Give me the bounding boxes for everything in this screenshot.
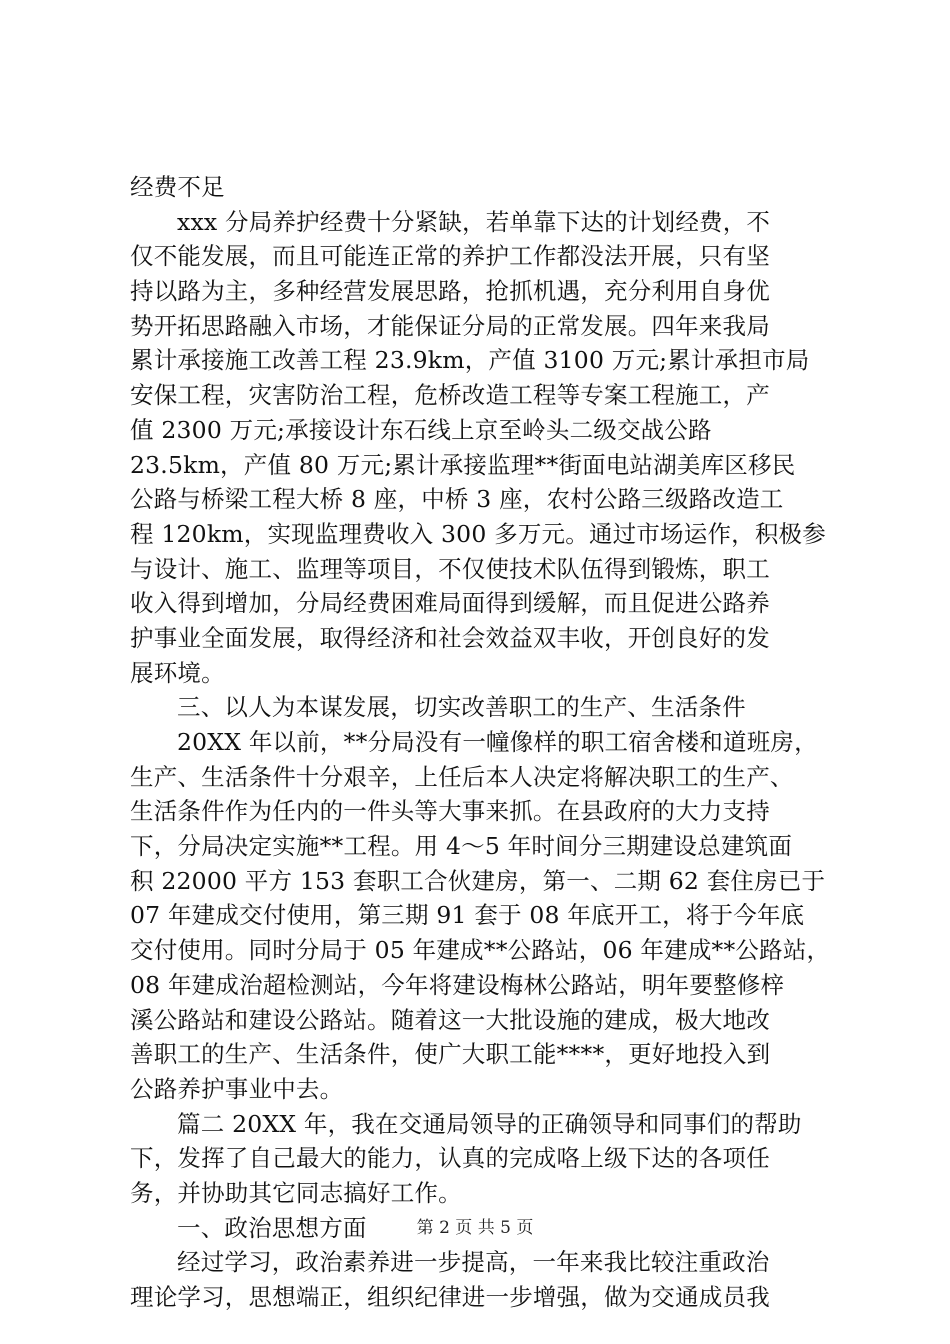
text-line: 值 2300 万元;承接设计东石线上京至岭头二级交战公路 bbox=[130, 415, 712, 444]
text-line: 交付使用。同时分局于 05 年建成**公路站，06 年建成**公路站， bbox=[130, 936, 831, 965]
text-line: 理论学习，思想端正，组织纪律进一步增强，做为交通成员我 bbox=[130, 1283, 770, 1311]
text-line: 积 22000 平方 153 套职工合伙建房，第一、二期 62 套住房已于 bbox=[130, 866, 826, 895]
text-line: 程 120km，实现监理费收入 300 多万元。通过市场运作，积极参 bbox=[130, 519, 826, 548]
text-line: 20XX 年以前，**分局没有一幢像样的职工宿舍楼和道班房， bbox=[177, 728, 818, 756]
text-line: 08 年建成治超检测站，今年将建设梅林公路站，明年要整修梓 bbox=[130, 970, 785, 999]
text-line: 务，并协助其它同志搞好工作。 bbox=[130, 1178, 462, 1207]
text-line: xxx 分局养护经费十分紧缺，若单靠下达的计划经费，不 bbox=[177, 207, 771, 236]
text-line: 经过学习，政治素养进一步提高，一年来我比较注重政治 bbox=[177, 1248, 770, 1277]
text-line: 生活条件作为任内的一件头等大事来抓。在县政府的大力支持 bbox=[130, 797, 770, 826]
text-line: 溪公路站和建设公路站。随着这一大批设施的建成，极大地改 bbox=[130, 1005, 770, 1034]
text-line: 持以路为主，多种经营发展思路，抢抓机遇，充分利用自身优 bbox=[130, 277, 770, 306]
text-line: 经费不足 bbox=[130, 173, 225, 201]
document-body bbox=[130, 170, 830, 1315]
text-line: 展环境。 bbox=[130, 658, 225, 687]
text-line: 篇二 20XX 年，我在交通局领导的正确领导和同事们的帮助 bbox=[177, 1109, 802, 1138]
text-line: 收入得到增加，分局经费困难局面得到缓解，而且促进公路养 bbox=[130, 589, 770, 618]
text-line: 善职工的生产、生活条件，使广大职工能****，更好地投入到 bbox=[130, 1040, 771, 1069]
page-number: 第 2 页 共 5 页 bbox=[416, 1218, 534, 1238]
text-line: 护事业全面发展，取得经济和社会效益双丰收，开创良好的发 bbox=[130, 623, 770, 652]
text-line: 下，发挥了自己最大的能力，认真的完成咯上级下达的各项任 bbox=[130, 1144, 770, 1173]
text-line: 生产、生活条件十分艰辛，上任后本人决定将解决职工的生产、 bbox=[130, 762, 794, 791]
text-line: 公路与桥梁工程大桥 8 座，中桥 3 座，农村公路三级路改造工 bbox=[130, 485, 784, 514]
text-line: 公路养护事业中去。 bbox=[130, 1074, 344, 1103]
text-line: 累计承接施工改善工程 23.9km，产值 3100 万元;累计承担市局 bbox=[130, 346, 810, 375]
section-heading: 一、政治思想方面 bbox=[177, 1213, 367, 1242]
text-line: 仅不能发展，而且可能连正常的养护工作都没法开展，只有坚 bbox=[130, 242, 770, 271]
text-line: 安保工程，灾害防治工程，危桥改造工程等专案工程施工，产 bbox=[130, 381, 770, 410]
text-line: 与设计、施工、监理等项目，不仅使技术队伍得到锻炼，职工 bbox=[130, 554, 770, 583]
section-heading: 三、以人为本谋发展，切实改善职工的生产、生活条件 bbox=[177, 693, 746, 722]
text-line: 下，分局决定实施**工程。用 4～5 年时间分三期建设总建筑面 bbox=[130, 832, 793, 861]
text-line: 23.5km，产值 80 万元;累计承接监理**街面电站湖美库区移民 bbox=[130, 450, 796, 479]
text-line: 07 年建成交付使用，第三期 91 套于 08 年底开工，将于今年底 bbox=[130, 901, 805, 930]
text-line: 势开拓思路融入市场，才能保证分局的正常发展。四年来我局 bbox=[130, 311, 770, 340]
